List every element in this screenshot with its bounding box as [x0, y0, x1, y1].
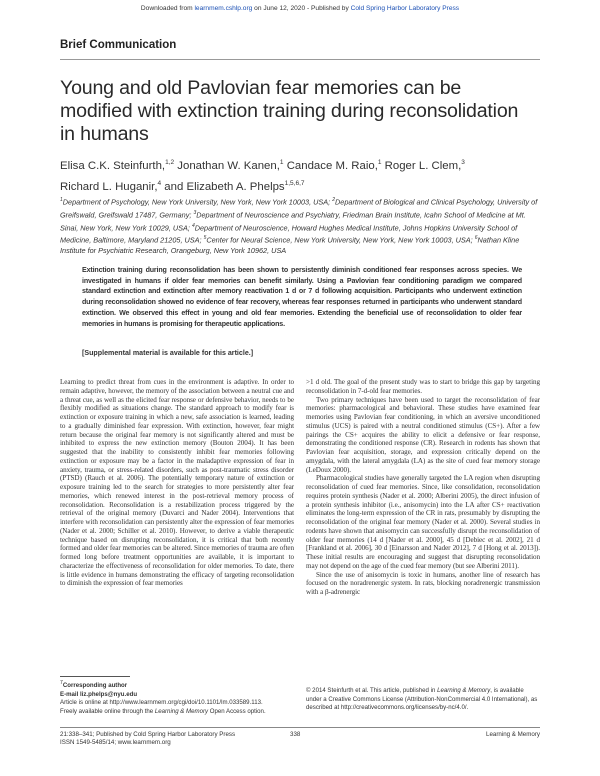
footer-journal: Learning & Memory: [486, 731, 540, 738]
affil-sup: 3: [193, 209, 197, 216]
supplemental-note: [Supplemental material is available for this article.]: [82, 349, 254, 357]
affil-text: Department of Biological and Clinical Psychology, University of Greifswald, Greifswald 17487, Germany;: [60, 197, 538, 220]
footnote-sup: 7: [60, 680, 63, 686]
banner-middle: on June 12, 2020 - Published by: [252, 5, 351, 12]
affil-text: Department of Neuroscience, Howard Hughes Medical Institute, Johns Hopkins University School of Medicine, Baltimore, Maryland 21205, USA;: [60, 223, 518, 245]
banner-site-link[interactable]: learnmem.cshlp.org: [194, 5, 253, 12]
banner-publisher-link[interactable]: Cold Spring Harbor Laboratory Press: [350, 5, 460, 12]
open-access-note-end: Open Access option.: [208, 707, 266, 715]
author-sup: 1,5,6,7: [284, 179, 305, 187]
affil-sup: 1: [60, 197, 63, 203]
body-paragraph: >1 d old. The goal of the present study was to start to bridge this gap by targeting reconsolidation in 7-d-old fear memories.: [306, 378, 540, 395]
affil-text: Department of Neuroscience and Psychiatry, Friedman Brain Institute, Icahn School of Medicine at Mt. Sinai, New York, New York 10029, USA;: [60, 210, 526, 233]
body-paragraph: Pharmacological studies have generally targeted the LA region when disrupting reconsolidation of cued fear memories. Since, like consolidation, reconsolidation requires protein synthesis (Nader et al. 2000; Alberini 2005), the direct infusion of a protein synthesis inhibitor (i.e., anisomycin) into the LA after CS+ reactivation eliminates the long-term expression of the CR in rats, presumably by disrupting the reconsolidation of the original fear memory (Nader et al. 2000). Several studies in rodents have shown that anisomycin can successfully disrupt the reconsolidation of older fear memories (14 d [Nader et al. 2000], 45 d [Debiec et al. 2002], 21 d [Frankland et al. 2006], 30 d [Einarsson and Nader 2012], 7 d [Hong et al. 2013]). These initial results are encouraging and suggest that disrupting reconsolidation may not depend on the age of the cued fear memory (but see Alberini 2011).: [306, 474, 540, 570]
affil-sup: 2: [332, 197, 335, 203]
footnote-divider: [60, 676, 130, 677]
author: Elisa C.K. Steinfurth,: [60, 159, 166, 172]
corresponding-label: Corresponding author: [62, 682, 128, 690]
footer-issn: ISSN 1549-5485/14; www.learnmem.org: [60, 739, 171, 747]
affil-sup: 4: [191, 222, 195, 229]
author-sup: 3: [461, 159, 465, 166]
author-sup: 1: [377, 159, 382, 166]
author: Jonathan W. Kanen,: [174, 159, 280, 172]
body-paragraph: Learning to predict threat from cues in the environment is adaptive. In order to remain adaptive, however, the memory of the association between a neutral cue and a threat cue, as well as the elicited fear response or defensive behavior, needs to be flexibly modified as situations change. The standard approach to modify fear is extinction or exposure training in which a new, safe association is learned, leading to a gradually diminished fear expression. With extinction, however, fear might return because the original fear memory is not significantly altered and must be inhibited to express the new extinction memory (Bouton 2004). It has been suggested that the inability to consistently inhibit fear memories following extinction or exposure may be a factor in the maladaptive expression of fear in anxiety, trauma, or stress-related disorders, such as post-traumatic stress disorder (PTSD) (Rauch et al. 2006). The potentially temporary nature of extinction or exposure training led to the search for strategies to more persistently alter fear memories, which renewed interest in the post-retrieval memory process of reconsolidation. Reconsolidation is a restabilization process triggered by the retrieval of the original memory (Duvarci and Nader 2004). Interventions that interfere with reconsolidation can persistently alter the expression of fear memories (Nader et al. 2000; Schiller et al. 2010). However, to derive a viable therapeutic technique based on disrupting reconsolidation, it is critical that both recently formed and older fear memories can be altered. Since memories of trauma are often formed long before treatment opportunities are available, it is important to characterize the effectiveness of reconsolidation for older memories. To date, there is little evidence in humans demonstrating the efficacy of targeting reconsolidation to diminish the expression of fear memories: [60, 378, 294, 588]
author: Roger L. Clem,: [381, 159, 462, 172]
body-paragraph: Two primary techniques have been used to target the reconsolidation of fear memories: pharmacological and behavioral. These studies have examined fear memories using Pavlovian fear conditioning, in which an aversive unconditioned stimulus (UCS) is paired with a neutral conditioned stimulus (CS+). After a few pairings the CS+ acquires the ability to elicit a defensive or fear response, demonstrating the conditioned response (CR). Research in rodents has shown that Pavlovian fear acquisition, storage, and expression critically depend on the amygdala, with the lateral amygdala (LA) as the site of cued fear memory storage (LeDoux 2000).: [306, 395, 540, 474]
body-column-right: [306, 378, 540, 597]
footnotes: [60, 679, 294, 716]
author-sup: 4: [157, 179, 162, 187]
open-access-note: Freely available online through the: [60, 707, 155, 715]
corresponding-email[interactable]: E-mail liz.phelps@nyu.edu: [60, 690, 138, 698]
body-column-left: [60, 378, 294, 588]
affil-text: Center for Neural Science, New York University, New York, New York 10003, USA;: [206, 235, 475, 245]
affil-sup: 6: [474, 235, 478, 242]
license-note: [306, 687, 540, 713]
license-journal: Learning & Memory: [437, 687, 491, 694]
affiliations: [60, 195, 540, 257]
footer-divider: [60, 727, 540, 728]
author-list: [60, 154, 540, 196]
section-divider: [60, 59, 540, 60]
author-sup: 1: [279, 159, 284, 166]
author: and Elizabeth A. Phelps: [161, 180, 285, 193]
article-title: Young and old Pavlovian fear memories can be modified with extinction training during reconsolidation in humans: [60, 77, 519, 145]
footer-citation: 21:338–341; Published by Cold Spring Harbor Laboratory Press: [60, 731, 236, 738]
author-sup: 1,2: [165, 159, 175, 166]
author: Richard L. Huganir,: [60, 180, 158, 193]
section-label: Brief Communication: [60, 39, 177, 51]
license-text-end: , is available under a Creative Commons License (Attribution-NonCommercial 4.0 International), as described at http://creativecommons.org/licenses/by-nc/4.0/.: [306, 687, 538, 712]
article-online-note: Article is online at http://www.learnmem.org/cgi/doi/10.1101/lm.033589.113.: [60, 699, 263, 707]
affil-text: Nathan Kline Institute for Psychiatric Research, Orangeburg, New York 10962, USA: [60, 235, 520, 256]
page-number: 338: [290, 731, 301, 738]
banner-prefix: Downloaded from: [140, 5, 195, 12]
affil-sup: 5: [203, 235, 207, 242]
download-banner: [0, 5, 600, 12]
body-paragraph: Since the use of anisomycin is toxic in humans, another line of research has focused on the noradrenergic system. In rats, blocking noradrenergic transmission with a β-adrenergic: [306, 570, 540, 596]
abstract: Extinction training during reconsolidation has been shown to persistently diminish conditioned fear responses across species. We investigated in humans if older fear memories can benefit similarly. Using a Pavlovian fear conditioning paradigm we compared standard extinction and extinction after memory reactivation 1 d or 7 d following acquisition. Participants who underwent extinction during reconsolidation showed no evidence of fear recovery, whereas fear responses returned in participants who underwent standard extinction. We observed this effect in young and old fear memories. Extending the beneficial use of reconsolidation to older fear memories in humans is promising for therapeutic applications.: [82, 266, 522, 328]
license-text: © 2014 Steinfurth et al. This article, published in: [306, 687, 438, 694]
affil-text: Department of Psychology, New York University, New York, New York 10003, USA;: [62, 197, 333, 207]
open-access-journal: Learning & Memory: [154, 707, 209, 715]
author: Candace M. Raio,: [283, 159, 378, 172]
